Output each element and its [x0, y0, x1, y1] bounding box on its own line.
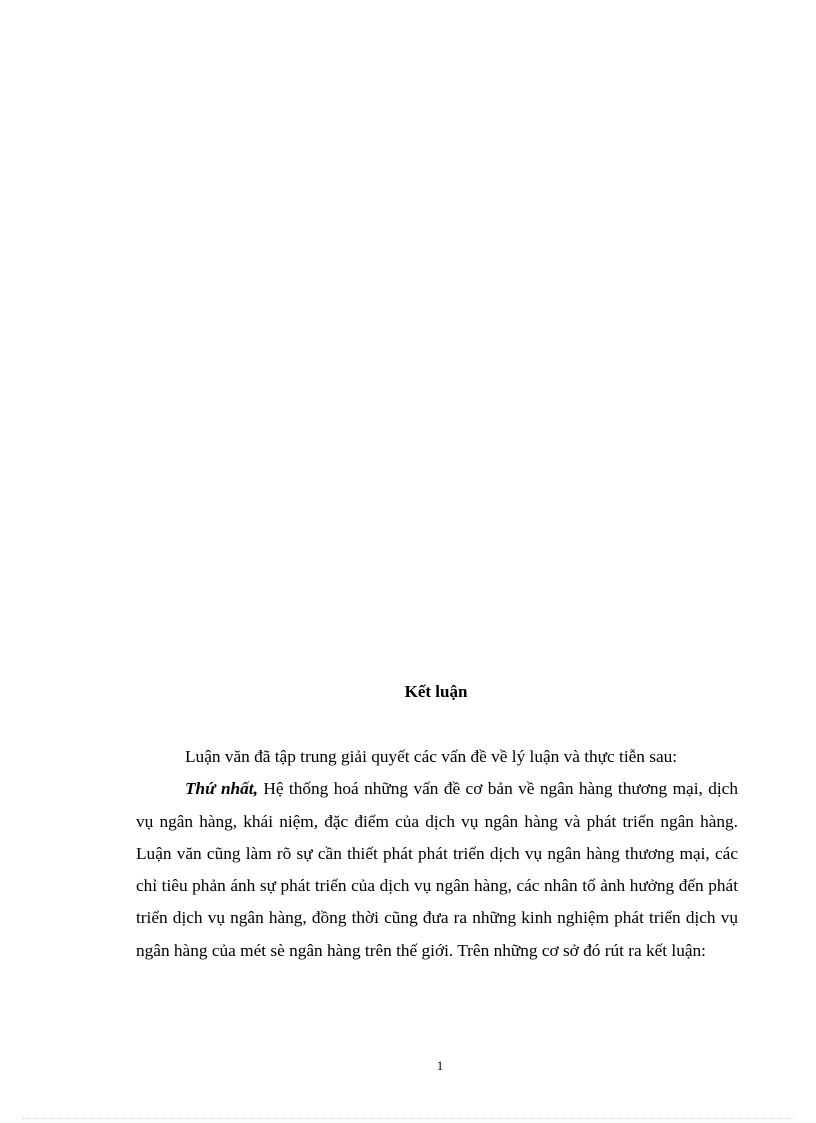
paragraph-intro-text: Luận văn đã tập trung giải quyết các vấn đề về lý luận và thực tiễn sau: [185, 747, 678, 766]
section-title: Kết luận [404, 682, 468, 701]
page-bottom-divider [22, 1118, 794, 1119]
paragraph-lead-in: Thứ nhất, [185, 779, 258, 799]
paragraph-intro [136, 741, 738, 773]
paragraph-first-point-text: Hệ thống hoá những vấn đề cơ bản về ngân hàng thương mại, dịch vụ ngân hàng, khái niệm, đặc điểm của dịch vụ ngân hàng và phát triển ngân hàng. Luận văn cũng làm rõ sự cần thiết phát phát triển dịch vụ ngân hàng thương mại, các chỉ tiêu phản ánh sự phát triển của dịch vụ ngân hàng, các nhân tố ảnh hưởng đến phát triển dịch vụ ngân hàng, đồng thời cũng đưa ra những kinh nghiệm phát triển dịch vụ ngân hàng của mét sè ngân hàng trên thế giới. Trên những cơ sở đó rút ra kết luận: [136, 779, 738, 960]
page-number: 1 [436, 1058, 444, 1073]
body-text [136, 741, 738, 967]
paragraph-first-point [136, 773, 738, 967]
